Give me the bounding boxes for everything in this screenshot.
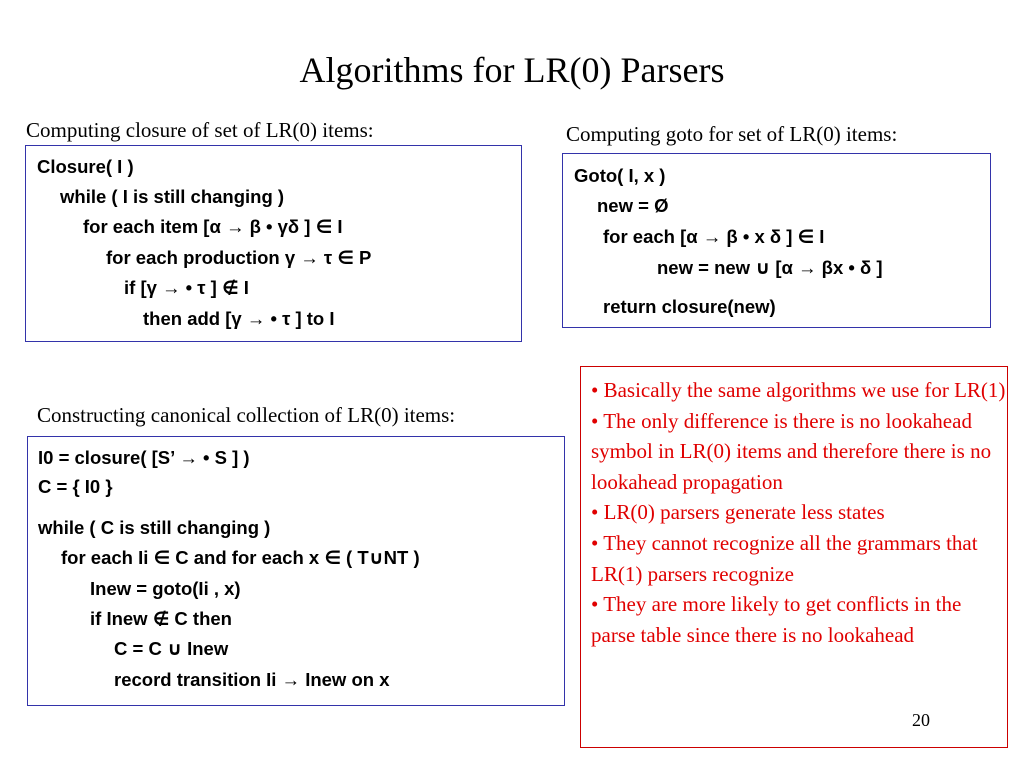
notes-box [580,366,1008,748]
closure-line: for each item [α → β • γδ ] ∈ I [83,216,343,237]
closure-caption: Computing closure of set of LR(0) items: [26,118,374,142]
note-item: • They are more likely to get conflicts in the parse table since there is no lookahead [591,592,962,647]
canonical-line: C = C ∪ Inew [114,638,229,659]
canonical-algorithm-box [27,436,565,706]
closure-line: Closure( I ) [37,156,134,177]
note-item: • Basically the same algorithms we use for LR(1) [591,378,1006,402]
goto-line: new = Ø [597,195,669,216]
canonical-line: while ( C is still changing ) [38,517,271,538]
closure-line: if [γ → • τ ] ∉ I [124,277,249,298]
note-item: • The only difference is there is no lookahead symbol in LR(0) items and therefore there is no lookahead propagation [591,408,992,494]
canonical-line: if Inew ∉ C then [90,608,232,629]
canonical-line: Inew = goto(Ii , x) [90,578,241,599]
closure-algorithm-box [25,145,522,342]
canonical-caption: Constructing canonical collection of LR(0) items: [37,403,456,427]
goto-line: Goto( I, x ) [574,165,666,186]
slide-title: Algorithms for LR(0) Parsers [299,50,725,90]
goto-line: new = new ∪ [α → βx • δ ] [657,257,883,278]
goto-caption: Computing goto for set of LR(0) items: [566,122,898,146]
note-item: • LR(0) parsers generate less states [591,500,885,525]
page-number: 20 [912,710,930,730]
note-item: • They cannot recognize all the grammars that LR(1) parsers recognize [591,530,978,586]
canonical-line: record transition Ii → Inew on x [114,669,390,690]
goto-line: for each [α → β • x δ ] ∈ I [603,226,825,247]
canonical-line: for each Ii ∈ C and for each x ∈ ( T∪NT ) [61,547,420,568]
canonical-line: I0 = closure( [S’ → • S ] ) [38,447,250,468]
goto-algorithm-box [562,153,991,328]
closure-line: for each production γ → τ ∈ P [106,247,372,268]
closure-line: then add [γ → • τ ] to I [143,308,335,329]
goto-line: return closure(new) [603,296,776,317]
closure-line: while ( I is still changing ) [60,186,285,207]
canonical-line: C = { I0 } [38,476,113,497]
